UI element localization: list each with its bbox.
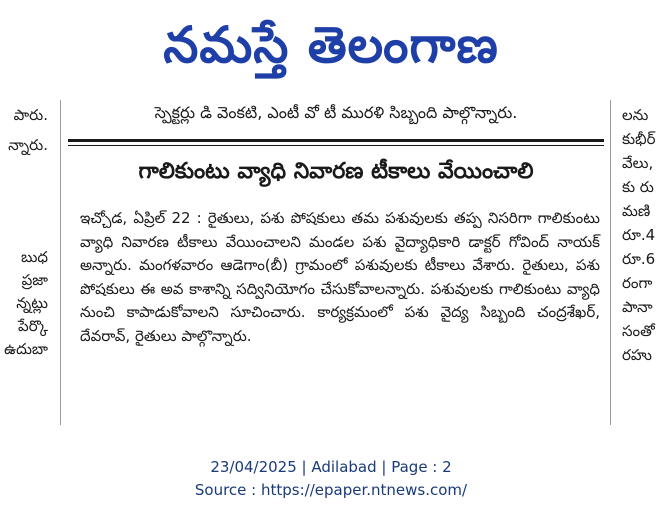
right-column-line: మణి — [622, 202, 651, 220]
article-body: ఇచ్చోడ, ఏప్రిల్ 22 : రైతులు, పశు పోషకులు తమ పశువులకు తప్ప నిసరిగా గాలికుంటు వ్యాధి నివారణ టీకాలు వేయించాలని మండల పశు వైద్యాధికారి డాక్టర్ గోవింద్ నాయక్ అన్నారు. మంగళవారం ఆడెగాం(బీ) గ్రామంలో పశువులకు టీకాలు వేశారు. రైతులు, పశు పోషకులు ఈ అవ కాశాన్ని సద్వినియోగం చేసుకోవాలన్నారు. పశువులకు గాలికుంటు వ్యాధి నుంచి కాపాడుకోవాలని సూచించారు. కార్యక్రమంలో పశు వైద్య సిబ్బంది చంద్రశేఖర్, దేవరావ్, రైతులు పాల్గొన్నారు. — [80, 209, 600, 345]
right-column-line: రంగా — [622, 274, 653, 292]
left-column-line: బుధ — [20, 248, 48, 266]
left-column-fragment — [0, 93, 48, 420]
edition-info: 23/04/2025 | Adilabad | Page : 2 — [210, 458, 452, 476]
right-column-fragment — [622, 93, 662, 420]
right-column-line: కు రు — [622, 178, 654, 196]
right-column-line: పానా — [622, 298, 653, 316]
headline-rule-thin — [68, 145, 604, 146]
left-column-divider — [60, 100, 61, 425]
right-column-line: రూ.4 — [622, 226, 656, 244]
newspaper-logo: నమస్తే తెలంగాణ — [163, 16, 499, 74]
right-column-line: రూ.6 — [622, 250, 656, 268]
previous-article-line: స్పెక్టర్లు డి వెంకటి, ఎంటీ వో టీ మురళి సిబ్బంది పాల్గొన్నారు. — [154, 103, 518, 122]
masthead — [0, 0, 662, 90]
article-headline: గాలికుంటు వ్యాధి నివారణ టీకాలు వేయించాలి — [138, 159, 534, 184]
right-column-line: సంతో — [622, 322, 655, 340]
left-column-line: న్నారు. — [8, 136, 48, 154]
headline-rule-thick — [68, 139, 604, 142]
right-column-line: వేలు, — [622, 154, 654, 172]
right-column-line: రహు — [622, 346, 652, 364]
article — [68, 93, 604, 423]
left-column-line: న్నట్లు — [16, 294, 48, 312]
left-column-line: ప్రజా — [21, 271, 48, 289]
source-link[interactable]: Source : https://epaper.ntnews.com/ — [194, 481, 468, 499]
right-column-line: కుభీర్ — [622, 130, 656, 148]
right-column-divider — [610, 100, 611, 425]
left-column-line: పారు. — [13, 106, 48, 124]
left-column-line: పేర్కొ — [18, 317, 48, 335]
left-column-line: ఉదుబా — [4, 340, 48, 358]
right-column-line: లను — [622, 106, 649, 124]
